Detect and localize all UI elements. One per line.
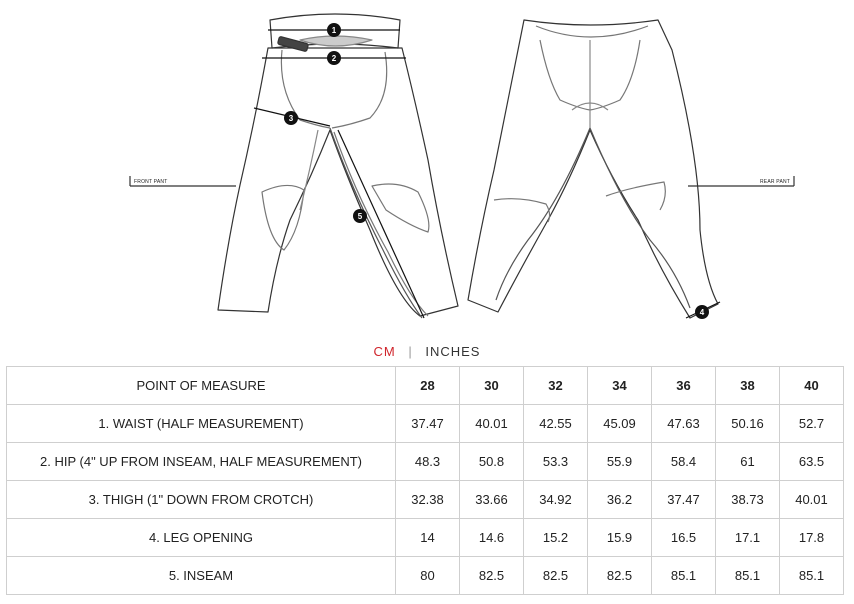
rear-pant-label: REAR PANT xyxy=(760,179,791,185)
size-chart-table xyxy=(6,366,844,595)
marker-3 xyxy=(284,111,298,125)
marker-5 xyxy=(353,209,367,223)
table-cell: 15.2 xyxy=(524,519,588,557)
front-pant-drawing xyxy=(130,14,458,318)
unit-cm-option[interactable]: CM xyxy=(373,344,396,359)
table-cell: 45.09 xyxy=(588,405,652,443)
size-header: 36 xyxy=(652,367,716,405)
table-cell: 55.9 xyxy=(588,443,652,481)
table-cell: 33.66 xyxy=(460,481,524,519)
table-cell: 17.1 xyxy=(716,519,780,557)
marker-1 xyxy=(327,23,341,37)
size-header: 28 xyxy=(396,367,460,405)
measure-label: 2. HIP (4" UP FROM INSEAM, HALF MEASUREMENT) xyxy=(7,443,396,481)
table-cell: 53.3 xyxy=(524,443,588,481)
table-cell: 37.47 xyxy=(652,481,716,519)
table-row xyxy=(7,443,844,481)
front-pant-label: FRONT PANT xyxy=(134,179,168,185)
table-cell: 15.9 xyxy=(588,519,652,557)
size-header: 38 xyxy=(716,367,780,405)
table-cell: 36.2 xyxy=(588,481,652,519)
svg-text:3: 3 xyxy=(288,114,294,123)
size-header: 30 xyxy=(460,367,524,405)
size-header: 34 xyxy=(588,367,652,405)
table-row xyxy=(7,481,844,519)
table-cell: 16.5 xyxy=(652,519,716,557)
unit-separator: | xyxy=(408,344,413,359)
table-cell: 82.5 xyxy=(524,557,588,595)
unit-toggle xyxy=(0,344,854,359)
table-cell: 61 xyxy=(716,443,780,481)
table-cell: 14 xyxy=(396,519,460,557)
measure-label: 5. INSEAM xyxy=(7,557,396,595)
measure-label: 3. THIGH (1" DOWN FROM CROTCH) xyxy=(7,481,396,519)
table-cell: 85.1 xyxy=(652,557,716,595)
table-row xyxy=(7,519,844,557)
measure-label: 4. LEG OPENING xyxy=(7,519,396,557)
table-cell: 52.7 xyxy=(780,405,844,443)
table-cell: 14.6 xyxy=(460,519,524,557)
table-cell: 50.16 xyxy=(716,405,780,443)
marker-4 xyxy=(695,305,709,319)
table-cell: 38.73 xyxy=(716,481,780,519)
table-cell: 34.92 xyxy=(524,481,588,519)
table-cell: 17.8 xyxy=(780,519,844,557)
table-cell: 82.5 xyxy=(460,557,524,595)
table-cell: 40.01 xyxy=(780,481,844,519)
table-cell: 48.3 xyxy=(396,443,460,481)
svg-text:4: 4 xyxy=(699,308,705,317)
point-of-measure-header: POINT OF MEASURE xyxy=(7,367,396,405)
svg-text:1: 1 xyxy=(331,26,337,35)
size-header: 32 xyxy=(524,367,588,405)
measure-label: 1. WAIST (HALF MEASUREMENT) xyxy=(7,405,396,443)
table-row xyxy=(7,405,844,443)
table-cell: 63.5 xyxy=(780,443,844,481)
table-cell: 37.47 xyxy=(396,405,460,443)
table-header-row xyxy=(7,367,844,405)
table-cell: 85.1 xyxy=(780,557,844,595)
table-cell: 42.55 xyxy=(524,405,588,443)
table-row xyxy=(7,557,844,595)
rear-pant-drawing xyxy=(468,20,794,318)
table-cell: 40.01 xyxy=(460,405,524,443)
size-header: 40 xyxy=(780,367,844,405)
table-cell: 47.63 xyxy=(652,405,716,443)
svg-text:5: 5 xyxy=(357,212,363,221)
table-cell: 85.1 xyxy=(716,557,780,595)
table-cell: 50.8 xyxy=(460,443,524,481)
table-cell: 80 xyxy=(396,557,460,595)
table-cell: 58.4 xyxy=(652,443,716,481)
table-cell: 82.5 xyxy=(588,557,652,595)
marker-2 xyxy=(327,51,341,65)
unit-inches-option[interactable]: INCHES xyxy=(425,344,481,359)
table-cell: 32.38 xyxy=(396,481,460,519)
svg-text:2: 2 xyxy=(331,54,337,63)
